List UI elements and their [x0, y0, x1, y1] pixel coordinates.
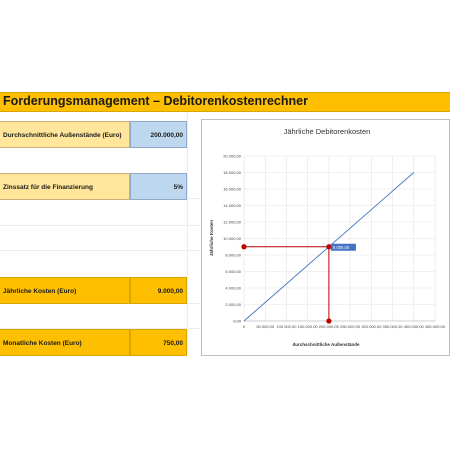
x-tick-label: 350.000,00	[382, 324, 403, 329]
output-row-monthly	[0, 329, 187, 356]
page-title: Forderungsmanagement – Debitorenkostenrechner	[3, 94, 308, 108]
debtor-cost-chart	[202, 120, 449, 355]
output-label-monthly: Monatliche Kosten (Euro)	[0, 329, 130, 356]
marker-data-label: 9.000,00	[332, 244, 350, 250]
chart-panel[interactable]	[201, 119, 450, 356]
output-cell-monthly[interactable]: 750,00	[130, 329, 187, 356]
input-cell-outstanding[interactable]: 200.000,00	[130, 121, 187, 148]
output-label-annual: Jährliche Kosten (Euro)	[0, 277, 130, 304]
chart-xlabel: durchschnittliche Außenstände	[292, 342, 360, 347]
x-tick-label: 300.000,00	[361, 324, 382, 329]
x-tick-label: 0	[242, 324, 246, 329]
chart-ylabel: Jährliche Kosten	[209, 219, 214, 257]
y-tick-label: 20.000,00	[223, 153, 241, 159]
y-tick-label: 14.000,00	[223, 203, 241, 208]
y-tick-label: 2.000,00	[225, 302, 241, 307]
y-tick-label: 4.000,00	[225, 285, 241, 291]
chart-title: Jährliche Debitorenkosten	[283, 127, 371, 136]
y-tick-label: 6.000,00	[225, 269, 241, 274]
title-bar	[0, 92, 450, 112]
y-tick-label: 8.000,00	[225, 252, 241, 258]
marker-x-point	[326, 318, 331, 323]
x-tick-label: 150.000,00	[297, 324, 318, 329]
x-tick-label: 50.000,00	[256, 324, 275, 329]
x-tick-label: 400.000,00	[403, 324, 424, 329]
x-tick-label: 450.000,00	[424, 324, 446, 329]
y-tick-label: 10.000,00	[223, 236, 241, 241]
input-cell-interest[interactable]: 5%	[130, 173, 187, 200]
output-row-annual	[0, 277, 187, 304]
input-label-outstanding: Durchschnittliche Außenstände (Euro)	[0, 121, 130, 148]
marker-point	[326, 244, 331, 249]
input-label-interest: Zinssatz für die Finanzierung	[0, 173, 130, 200]
x-tick-label: 200.000,00	[318, 324, 339, 329]
x-tick-label: 100.000,00	[276, 324, 297, 329]
x-tick-label: 250.000,00	[340, 324, 361, 329]
input-row-outstanding	[0, 121, 187, 148]
y-tick-label: 18.000,00	[223, 170, 241, 175]
output-cell-annual[interactable]: 9.000,00	[130, 277, 187, 304]
y-tick-label: 16.000,00	[223, 186, 241, 192]
y-tick-label: 0,00	[233, 318, 241, 324]
y-tick-label: 12.000,00	[223, 219, 241, 225]
marker-y-point	[241, 244, 246, 249]
input-row-interest	[0, 173, 187, 200]
